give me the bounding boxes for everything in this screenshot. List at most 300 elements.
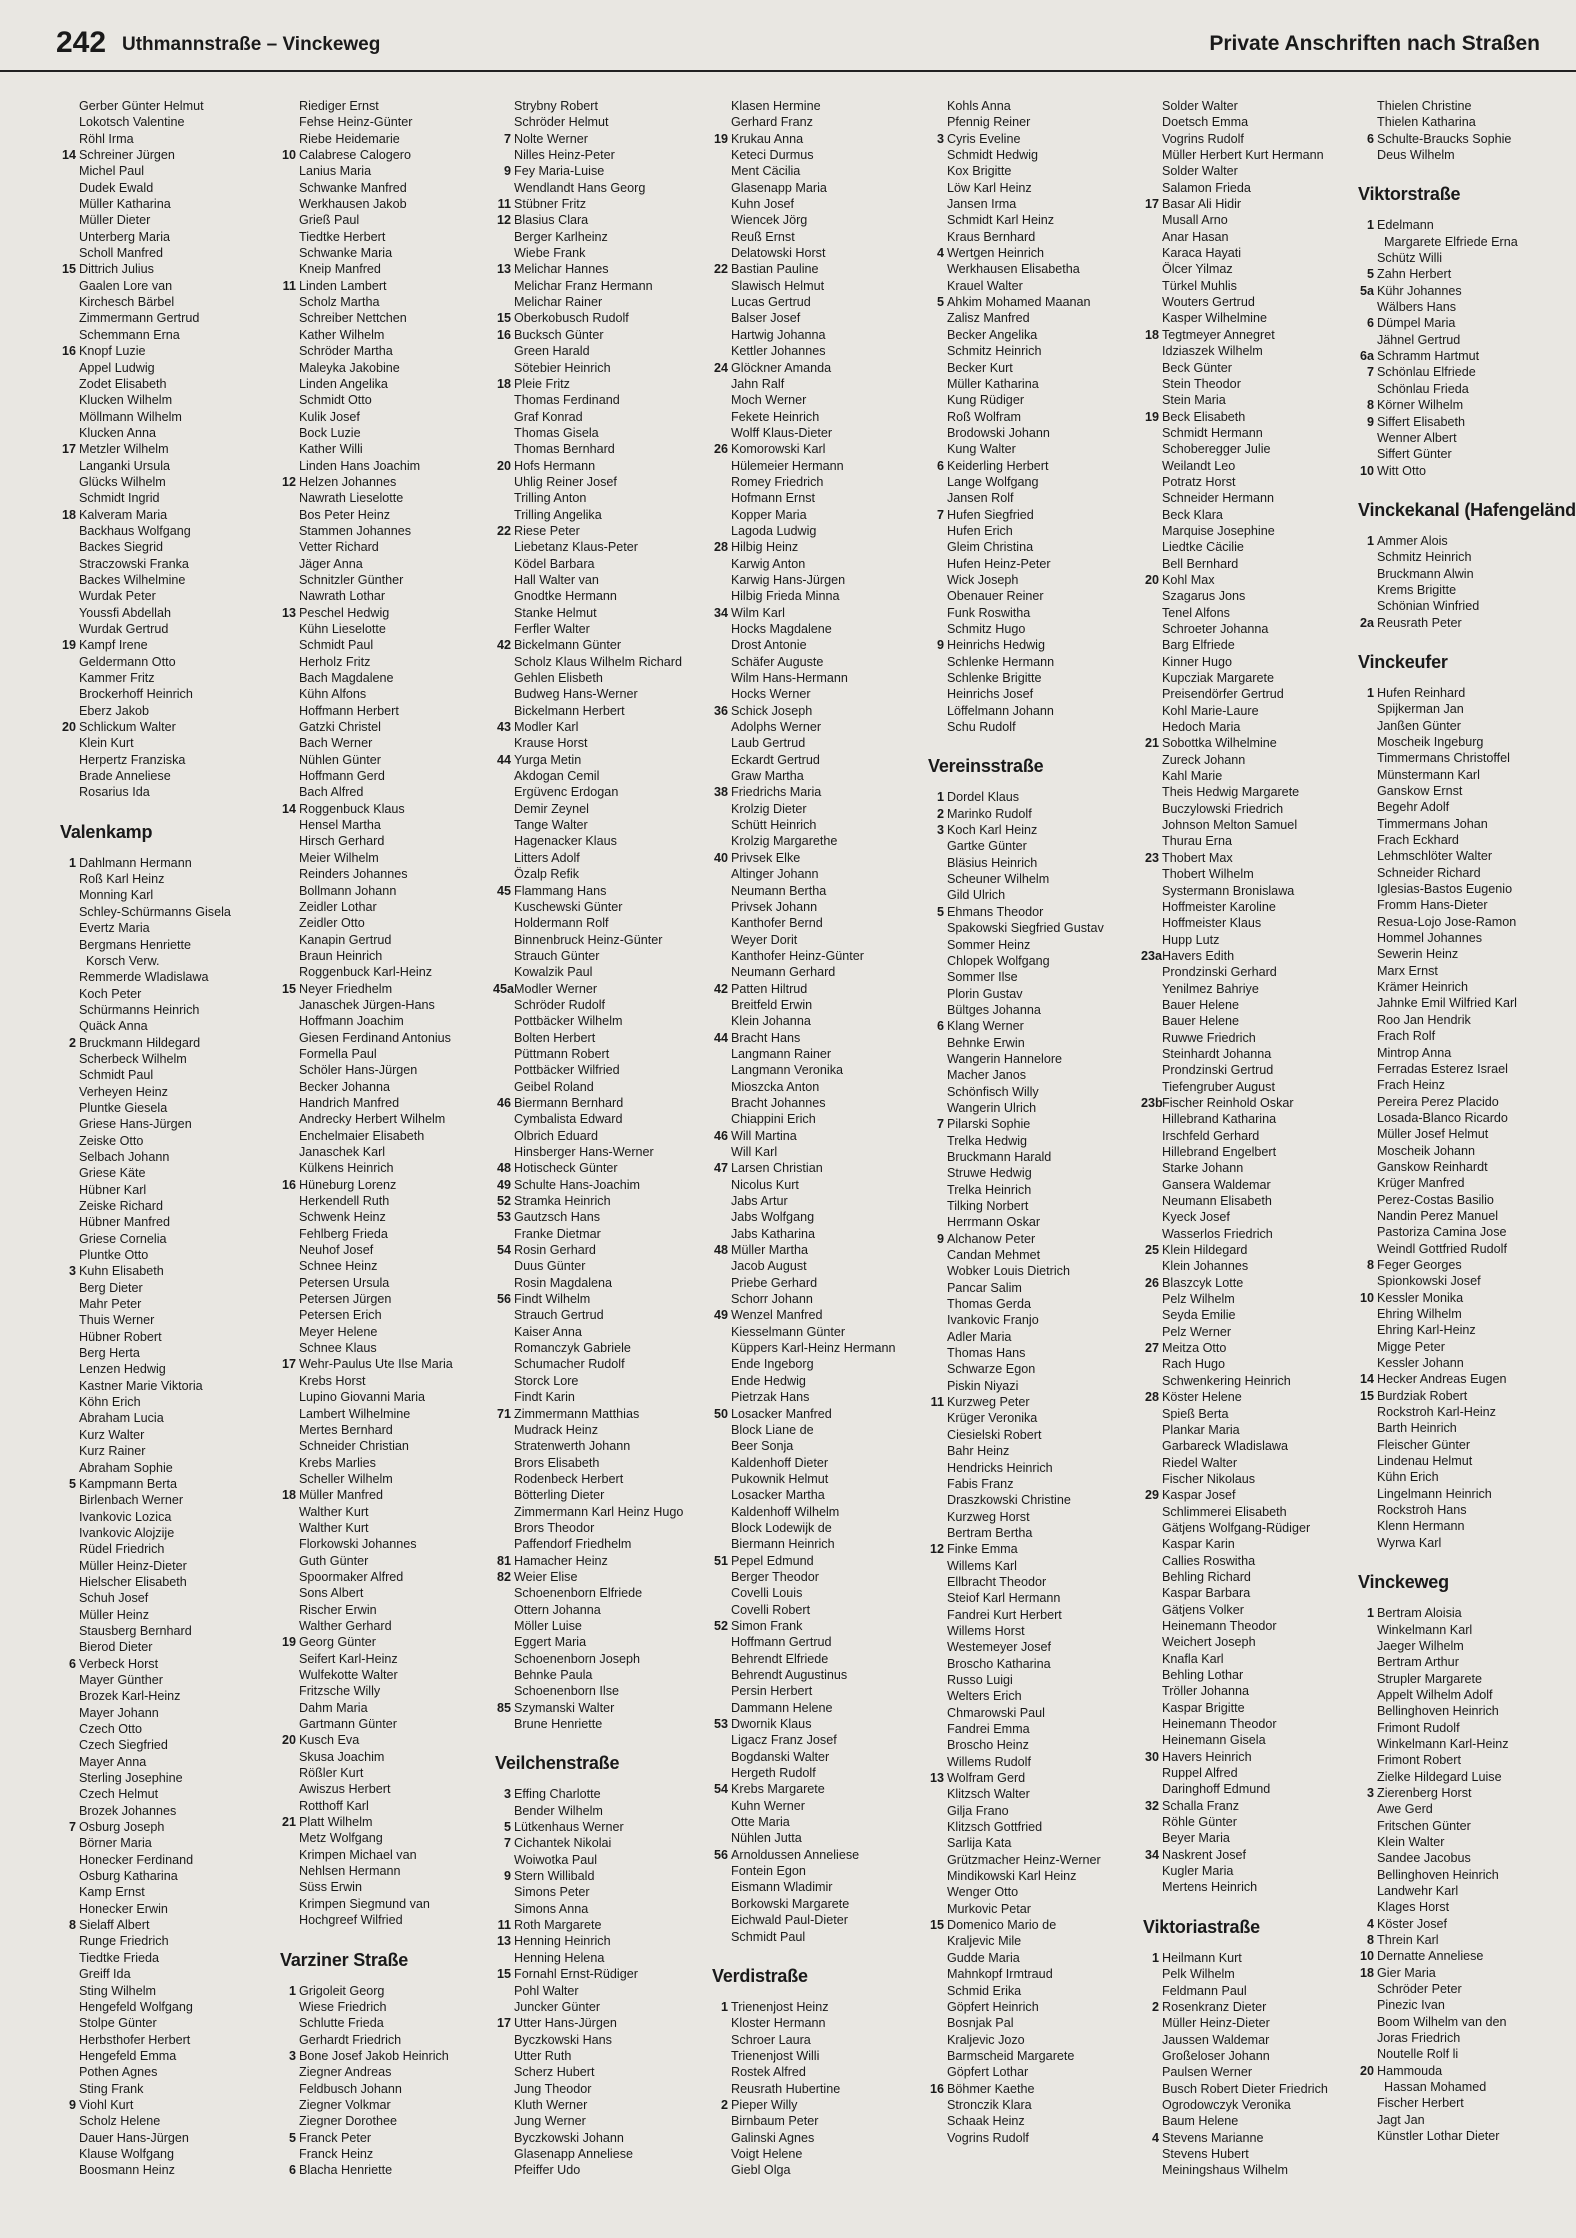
resident-entry: [710, 1258, 922, 1274]
resident-entry: [493, 932, 705, 948]
resident-name: Pelk Wilhelm: [1162, 1967, 1235, 1982]
resident-entry: [493, 1602, 705, 1618]
house-number: 30: [1144, 1749, 1159, 1764]
resident-name: Mertens Heinrich: [1162, 1880, 1258, 1895]
resident-name: Fehlberg Frieda: [299, 1226, 388, 1241]
resident-name: Jacob August: [731, 1259, 807, 1274]
resident-name: Sommer Ilse: [947, 970, 1018, 985]
house-number: 21: [1144, 736, 1159, 751]
resident-name: Schreiner Jürgen: [79, 148, 175, 163]
street-heading: Varziner Straße: [280, 1949, 409, 1970]
resident-entry: [278, 686, 490, 702]
resident-name: Slawisch Helmut: [731, 278, 825, 293]
resident-name: Hedoch Maria: [1162, 720, 1241, 735]
resident-entry: [710, 261, 922, 277]
resident-entry: [1356, 1045, 1568, 1061]
resident-entry: [278, 1798, 490, 1814]
resident-name: Kuhn Werner: [731, 1798, 805, 1813]
resident-name: Florkowski Johannes: [299, 1537, 417, 1552]
resident-name: Nandin Perez Manuel: [1377, 1208, 1499, 1223]
resident-entry: [493, 1062, 705, 1078]
resident-name: Gerhardt Friedrich: [299, 2032, 402, 2047]
resident-entry: [1356, 1736, 1568, 1752]
resident-entry: [926, 343, 1138, 359]
resident-name: Verheyen Heinz: [79, 1084, 168, 1099]
resident-entry: [1356, 848, 1568, 864]
resident-entry: [278, 1193, 490, 1209]
resident-name: Platt Wilhelm: [299, 1815, 373, 1830]
resident-entry: [58, 986, 270, 1002]
resident-entry: [926, 1950, 1138, 1966]
resident-entry: [493, 1242, 705, 1258]
resident-name: Jung Theodor: [514, 2081, 592, 2096]
resident-name: Pfeiffer Udo: [514, 2163, 581, 2178]
resident-name: Wenger Otto: [947, 1885, 1019, 1900]
resident-name: Weier Elise: [514, 1569, 578, 1584]
resident-name: Andrecky Herbert Wilhelm: [299, 1112, 446, 1127]
resident-entry: [926, 196, 1138, 212]
resident-name: Schönlau Frieda: [1377, 381, 1469, 396]
house-number: 4: [1366, 1916, 1374, 1931]
resident-name: Pukownik Helmut: [731, 1471, 829, 1486]
house-number: 22: [713, 262, 728, 277]
directory-column: [1356, 98, 1576, 2145]
resident-entry: [1356, 1899, 1568, 1915]
resident-entry: [1356, 131, 1568, 147]
resident-entry: [1141, 1651, 1353, 1667]
resident-name: Röhl Irma: [79, 131, 134, 146]
resident-name: Weichert Joseph: [1162, 1635, 1256, 1650]
resident-entry: [710, 1242, 922, 1258]
resident-name: Skusa Joachim: [299, 1749, 385, 1764]
resident-name: Hochgreef Wilfried: [299, 1913, 403, 1928]
resident-entry: [1141, 1634, 1353, 1650]
resident-name: Otte Maria: [731, 1815, 790, 1830]
resident-name: Gätjens Volker: [1162, 1602, 1244, 1617]
resident-entry: [926, 1329, 1138, 1345]
resident-entry: [1141, 1983, 1353, 1999]
resident-entry: [710, 278, 922, 294]
resident-name: Steinhardt Johanna: [1162, 1046, 1272, 1061]
resident-entry: [493, 409, 705, 425]
resident-name: Bertram Arthur: [1377, 1655, 1459, 1670]
resident-entry: [1356, 549, 1568, 565]
resident-name: Paulsen Werner: [1162, 2065, 1253, 2080]
house-number: 7: [503, 1836, 511, 1851]
resident-name: Helzen Johannes: [299, 474, 397, 489]
resident-name: Marinko Rudolf: [947, 806, 1032, 821]
resident-name: Ehring Wilhelm: [1377, 1307, 1462, 1321]
resident-name: Hülemeier Hermann: [731, 458, 844, 473]
resident-name: Lange Wolfgang: [947, 474, 1039, 489]
house-number: 26: [1144, 1275, 1159, 1290]
resident-entry: [58, 1672, 270, 1688]
resident-name: Ruppel Alfred: [1162, 1766, 1238, 1781]
resident-name: Gier Maria: [1377, 1965, 1436, 1980]
resident-name: Zeidler Lothar: [299, 899, 377, 914]
resident-name: Losada-Blanco Ricardo: [1377, 1110, 1508, 1125]
resident-entry: [710, 817, 922, 833]
resident-name: Süss Erwin: [299, 1880, 362, 1895]
resident-entry: [1141, 131, 1353, 147]
resident-name: Maleyka Jakobine: [299, 360, 400, 375]
resident-name: Alchanow Peter: [947, 1231, 1036, 1246]
resident-entry: [1356, 2063, 1568, 2079]
resident-entry: [278, 1209, 490, 1225]
resident-entry: [710, 441, 922, 457]
resident-name: Thielen Christine: [1377, 99, 1472, 113]
resident-name: Glücks Wilhelm: [79, 474, 166, 489]
resident-entry: [278, 360, 490, 376]
resident-entry: [1356, 995, 1568, 1011]
resident-name: Nicolus Kurt: [731, 1177, 799, 1192]
resident-entry: [493, 1716, 705, 1732]
resident-name: Ruwwe Friedrich: [1162, 1030, 1256, 1045]
resident-name: Kiesselmann Günter: [731, 1324, 846, 1339]
resident-name: Kurz Walter: [79, 1427, 145, 1442]
resident-name: Knafla Karl: [1162, 1651, 1224, 1666]
resident-name: Schönfisch Willy: [947, 1084, 1039, 1099]
resident-entry: [926, 1361, 1138, 1377]
resident-name: Herholz Fritz: [299, 654, 371, 669]
resident-entry: [926, 806, 1138, 822]
house-number: 10: [281, 148, 296, 163]
resident-name: Eckardt Gertrud: [731, 752, 820, 767]
resident-name: Künstler Lothar Dieter: [1377, 2129, 1500, 2144]
resident-name: Lambert Wilhelmine: [299, 1406, 411, 1421]
resident-name: Sewerin Heinz: [1377, 947, 1459, 962]
resident-entry: [1356, 897, 1568, 913]
resident-name: Potratz Horst: [1162, 474, 1236, 489]
resident-name: Ment Cäcilia: [731, 164, 801, 179]
resident-entry: [926, 1247, 1138, 1263]
house-number: 13: [929, 1771, 944, 1786]
resident-name: Sterling Josephine: [79, 1771, 183, 1786]
resident-name: Linden Hans Joachim: [299, 458, 421, 473]
resident-name: Zimmermann Matthias: [514, 1406, 640, 1421]
resident-entry: [1356, 1965, 1568, 1981]
resident-entry: [1141, 490, 1353, 506]
resident-entry: [278, 1700, 490, 1716]
resident-entry: [1141, 1814, 1353, 1830]
resident-name: Altinger Johann: [731, 867, 819, 882]
resident-entry: [493, 1471, 705, 1487]
resident-entry: [58, 953, 270, 969]
resident-entry: [493, 981, 705, 997]
resident-entry: [926, 1688, 1138, 1704]
resident-name: Stevens Marianne: [1162, 2130, 1264, 2145]
resident-entry: [278, 1144, 490, 1160]
resident-name: Hilbig Heinz: [731, 540, 799, 555]
resident-name: Schmidt Hermann: [1162, 425, 1263, 440]
resident-entry: [1356, 1224, 1568, 1240]
resident-name: Schmidt Paul: [299, 638, 374, 653]
resident-name: Wiese Friedrich: [299, 1999, 387, 2014]
resident-name: Ahkim Mohamed Maanan: [947, 295, 1091, 310]
resident-name: Melichar Rainer: [514, 295, 603, 310]
resident-entry: [58, 1198, 270, 1214]
resident-name: Brors Elisabeth: [514, 1455, 600, 1470]
resident-name: Rüdel Friedrich: [79, 1542, 165, 1557]
resident-name: Berg Dieter: [79, 1280, 143, 1295]
resident-name: Fandrei Kurt Herbert: [947, 1607, 1062, 1622]
resident-name: Klang Werner: [947, 1019, 1024, 1034]
resident-entry: [278, 1983, 490, 1999]
resident-name: Weindl Gottfried Rudolf: [1377, 1241, 1507, 1256]
resident-name: Hüneburg Lorenz: [299, 1177, 397, 1192]
house-number: 9: [936, 1231, 944, 1246]
resident-name: Bahr Heinz: [947, 1444, 1010, 1459]
resident-name: Henning Heinrich: [514, 1934, 611, 1949]
resident-name: Welters Erich: [947, 1689, 1022, 1704]
resident-name: Pottbäcker Wilhelm: [514, 1014, 623, 1029]
resident-name: Kraljevic Jozo: [947, 2032, 1025, 2047]
resident-name: Boom Wilhelm van den: [1377, 2014, 1507, 2029]
resident-name: Schu Rudolf: [947, 720, 1016, 735]
resident-entry: [58, 1443, 270, 1459]
resident-entry: [278, 1471, 490, 1487]
resident-name: Schorr Johann: [731, 1292, 813, 1307]
resident-name: Kühn Lieselotte: [299, 622, 386, 636]
resident-entry: [710, 1226, 922, 1242]
resident-name: Hübner Manfred: [79, 1215, 171, 1230]
resident-name: Schmidt Hedwig: [947, 148, 1038, 163]
resident-name: Müller Dieter: [79, 213, 151, 228]
resident-entry: [926, 1656, 1138, 1672]
resident-entry: [926, 871, 1138, 887]
resident-name: Seyda Emilie: [1162, 1308, 1236, 1323]
resident-name: Broscho Heinz: [947, 1738, 1029, 1753]
resident-name: Bierod Dieter: [79, 1640, 153, 1655]
resident-entry: [278, 833, 490, 849]
resident-entry: [710, 686, 922, 702]
resident-entry: [710, 1471, 922, 1487]
resident-entry: [278, 507, 490, 523]
resident-entry: [278, 392, 490, 408]
resident-entry: [1141, 523, 1353, 539]
resident-name: Strupler Margarete: [1377, 1671, 1482, 1686]
resident-entry: [1356, 1077, 1568, 1093]
resident-name: Naskrent Josef: [1162, 1847, 1246, 1862]
resident-name: Gerber Günter Helmut: [79, 99, 204, 113]
resident-name: Thobert Max: [1162, 850, 1233, 865]
resident-entry: [926, 621, 1138, 637]
resident-entry: [710, 163, 922, 179]
resident-entry: [1141, 997, 1353, 1013]
resident-entry: [710, 752, 922, 768]
resident-entry: [710, 997, 922, 1013]
resident-entry: [710, 1356, 922, 1372]
resident-name: Findt Wilhelm: [514, 1292, 591, 1307]
resident-name: Roggenbuck Klaus: [299, 801, 405, 816]
resident-entry: [1141, 1471, 1353, 1487]
resident-entry: [1141, 637, 1353, 653]
resident-name: Schmidt Karl Heinz: [947, 213, 1055, 228]
resident-name: Covelli Louis: [731, 1586, 803, 1601]
resident-entry: [1141, 1373, 1353, 1389]
resident-name: Barmscheid Margarete: [947, 2048, 1075, 2063]
resident-entry: [278, 1487, 490, 1503]
resident-name: Lindenau Helmut: [1377, 1454, 1473, 1469]
resident-name: Walther Kurt: [299, 1504, 369, 1519]
house-number: 20: [61, 720, 76, 735]
resident-entry: [1141, 866, 1353, 882]
resident-entry: [278, 1307, 490, 1323]
resident-entry: [1356, 1322, 1568, 1338]
house-number: 11: [930, 1395, 944, 1410]
resident-entry: [710, 1438, 922, 1454]
resident-entry: [1356, 615, 1568, 631]
resident-name: Walther Kurt: [299, 1520, 369, 1535]
resident-entry: [1356, 147, 1568, 163]
resident-entry: [278, 1553, 490, 1569]
resident-name: Walther Gerhard: [299, 1618, 392, 1633]
resident-name: Wick Joseph: [947, 572, 1019, 587]
resident-entry: [493, 1422, 705, 1438]
directory-column: [493, 98, 705, 2179]
resident-name: Köhn Erich: [79, 1395, 141, 1410]
resident-name: Roo Jan Hendrik: [1377, 1012, 1471, 1027]
resident-entry: [1141, 1193, 1353, 1209]
resident-name: Hufen Reinhard: [1377, 685, 1466, 700]
resident-entry: [710, 2081, 922, 2097]
resident-entry: [1356, 332, 1568, 348]
resident-name: Bastian Pauline: [731, 262, 819, 277]
resident-name: Czech Otto: [79, 1722, 142, 1736]
resident-entry: [1141, 2048, 1353, 2064]
resident-name: Daringhoff Edmund: [1162, 1782, 1271, 1797]
resident-name: Birnbaum Peter: [731, 2114, 819, 2129]
resident-entry: [710, 1324, 922, 1340]
resident-entry: [1356, 2128, 1568, 2144]
resident-entry: [1141, 932, 1353, 948]
resident-entry: [710, 1209, 922, 1225]
resident-entry: [926, 1035, 1138, 1051]
resident-entry: [58, 474, 270, 490]
resident-entry: [58, 1329, 270, 1345]
resident-entry: [1141, 883, 1353, 899]
resident-name: Tiedtke Frieda: [79, 1950, 160, 1965]
resident-entry: [710, 1422, 922, 1438]
resident-name: Löffelmann Johann: [947, 703, 1054, 718]
resident-name: Jung Werner: [514, 2114, 586, 2129]
resident-name: Westemeyer Josef: [947, 1640, 1052, 1655]
resident-entry: [1141, 98, 1353, 114]
resident-entry: [278, 2097, 490, 2113]
resident-entry: [58, 1607, 270, 1623]
resident-entry: [58, 425, 270, 441]
resident-entry: [278, 981, 490, 997]
resident-name: Awiszus Herbert: [299, 1782, 391, 1797]
house-number: 7: [1366, 365, 1374, 380]
resident-name: Nawrath Lieselotte: [299, 491, 404, 506]
resident-entry: [58, 180, 270, 196]
resident-name: Pfennig Reiner: [947, 115, 1031, 130]
resident-entry: [710, 1095, 922, 1111]
resident-entry: [58, 1966, 270, 1982]
resident-name: Nawrath Lothar: [299, 589, 386, 604]
resident-name: Roggenbuck Karl-Heinz: [299, 965, 433, 980]
resident-entry: [278, 98, 490, 114]
resident-entry: [278, 899, 490, 915]
resident-name: Beer Sonja: [731, 1439, 794, 1454]
resident-entry: [1356, 1404, 1568, 1420]
resident-entry: [1141, 588, 1353, 604]
resident-entry: [710, 1079, 922, 1095]
resident-entry: [1141, 1046, 1353, 1062]
resident-entry: [278, 719, 490, 735]
resident-name: Solder Walter: [1162, 99, 1238, 113]
house-number: 1: [1151, 1950, 1159, 1965]
resident-entry: [278, 1455, 490, 1471]
resident-entry: [278, 1634, 490, 1650]
resident-name: Körner Wilhelm: [1377, 398, 1464, 413]
resident-name: Ferradas Esterez Israel: [1377, 1061, 1508, 1076]
resident-entry: [926, 1214, 1138, 1230]
resident-name: Löw Karl Heinz: [947, 180, 1032, 195]
resident-entry: [1141, 654, 1353, 670]
house-number: 14: [61, 148, 76, 163]
resident-entry: [1141, 899, 1353, 915]
resident-entry: [493, 1128, 705, 1144]
resident-name: Bracht Johannes: [731, 1095, 826, 1110]
house-number: 11: [282, 278, 296, 293]
resident-name: Zalisz Manfred: [947, 311, 1030, 326]
resident-name: Cichantek Nikolai: [514, 1836, 612, 1851]
resident-name: Rodenbeck Herbert: [514, 1471, 624, 1486]
resident-entry: [58, 1868, 270, 1884]
resident-entry: [710, 1275, 922, 1291]
resident-name: Preisendörfer Gertrud: [1162, 687, 1284, 702]
resident-name: Schröder Peter: [1377, 1982, 1462, 1997]
resident-name: Janßen Günter: [1377, 718, 1462, 733]
resident-entry: [710, 2097, 922, 2113]
resident-name: Klucken Anna: [79, 425, 157, 440]
resident-name: Schäfer Auguste: [731, 654, 824, 669]
house-number: 19: [1144, 409, 1159, 424]
resident-name: Patten Hiltrud: [731, 981, 808, 996]
resident-entry: [926, 180, 1138, 196]
resident-entry: [926, 1852, 1138, 1868]
house-number: 15: [496, 311, 511, 326]
resident-name: Salamon Frieda: [1162, 180, 1251, 195]
resident-name: Musall Arno: [1162, 213, 1228, 228]
resident-name: Grieß Paul: [299, 213, 360, 228]
resident-entry: [926, 376, 1138, 392]
house-number: 23b: [1141, 1095, 1163, 1110]
resident-entry: [1141, 196, 1353, 212]
resident-name: Stein Theodor: [1162, 376, 1241, 391]
resident-name: Will Martina: [731, 1128, 797, 1143]
resident-entry: [1141, 2064, 1353, 2080]
resident-entry: [710, 180, 922, 196]
house-number: 7: [936, 1117, 944, 1132]
resident-name: Mahnkopf Irmtraud: [947, 1967, 1053, 1982]
resident-entry: [710, 1144, 922, 1160]
resident-entry: [1356, 1094, 1568, 1110]
resident-entry: [58, 1786, 270, 1802]
resident-name: Piskin Niyazi: [947, 1378, 1019, 1393]
resident-entry: [710, 1765, 922, 1781]
resident-entry: [493, 2162, 705, 2178]
resident-entry: [1141, 1389, 1353, 1405]
resident-entry: [1356, 2112, 1568, 2128]
resident-name: Thielen Katharina: [1377, 115, 1476, 130]
resident-entry: [278, 1226, 490, 1242]
resident-entry: [926, 1345, 1138, 1361]
resident-entry: [493, 1324, 705, 1340]
resident-entry: [493, 1487, 705, 1503]
